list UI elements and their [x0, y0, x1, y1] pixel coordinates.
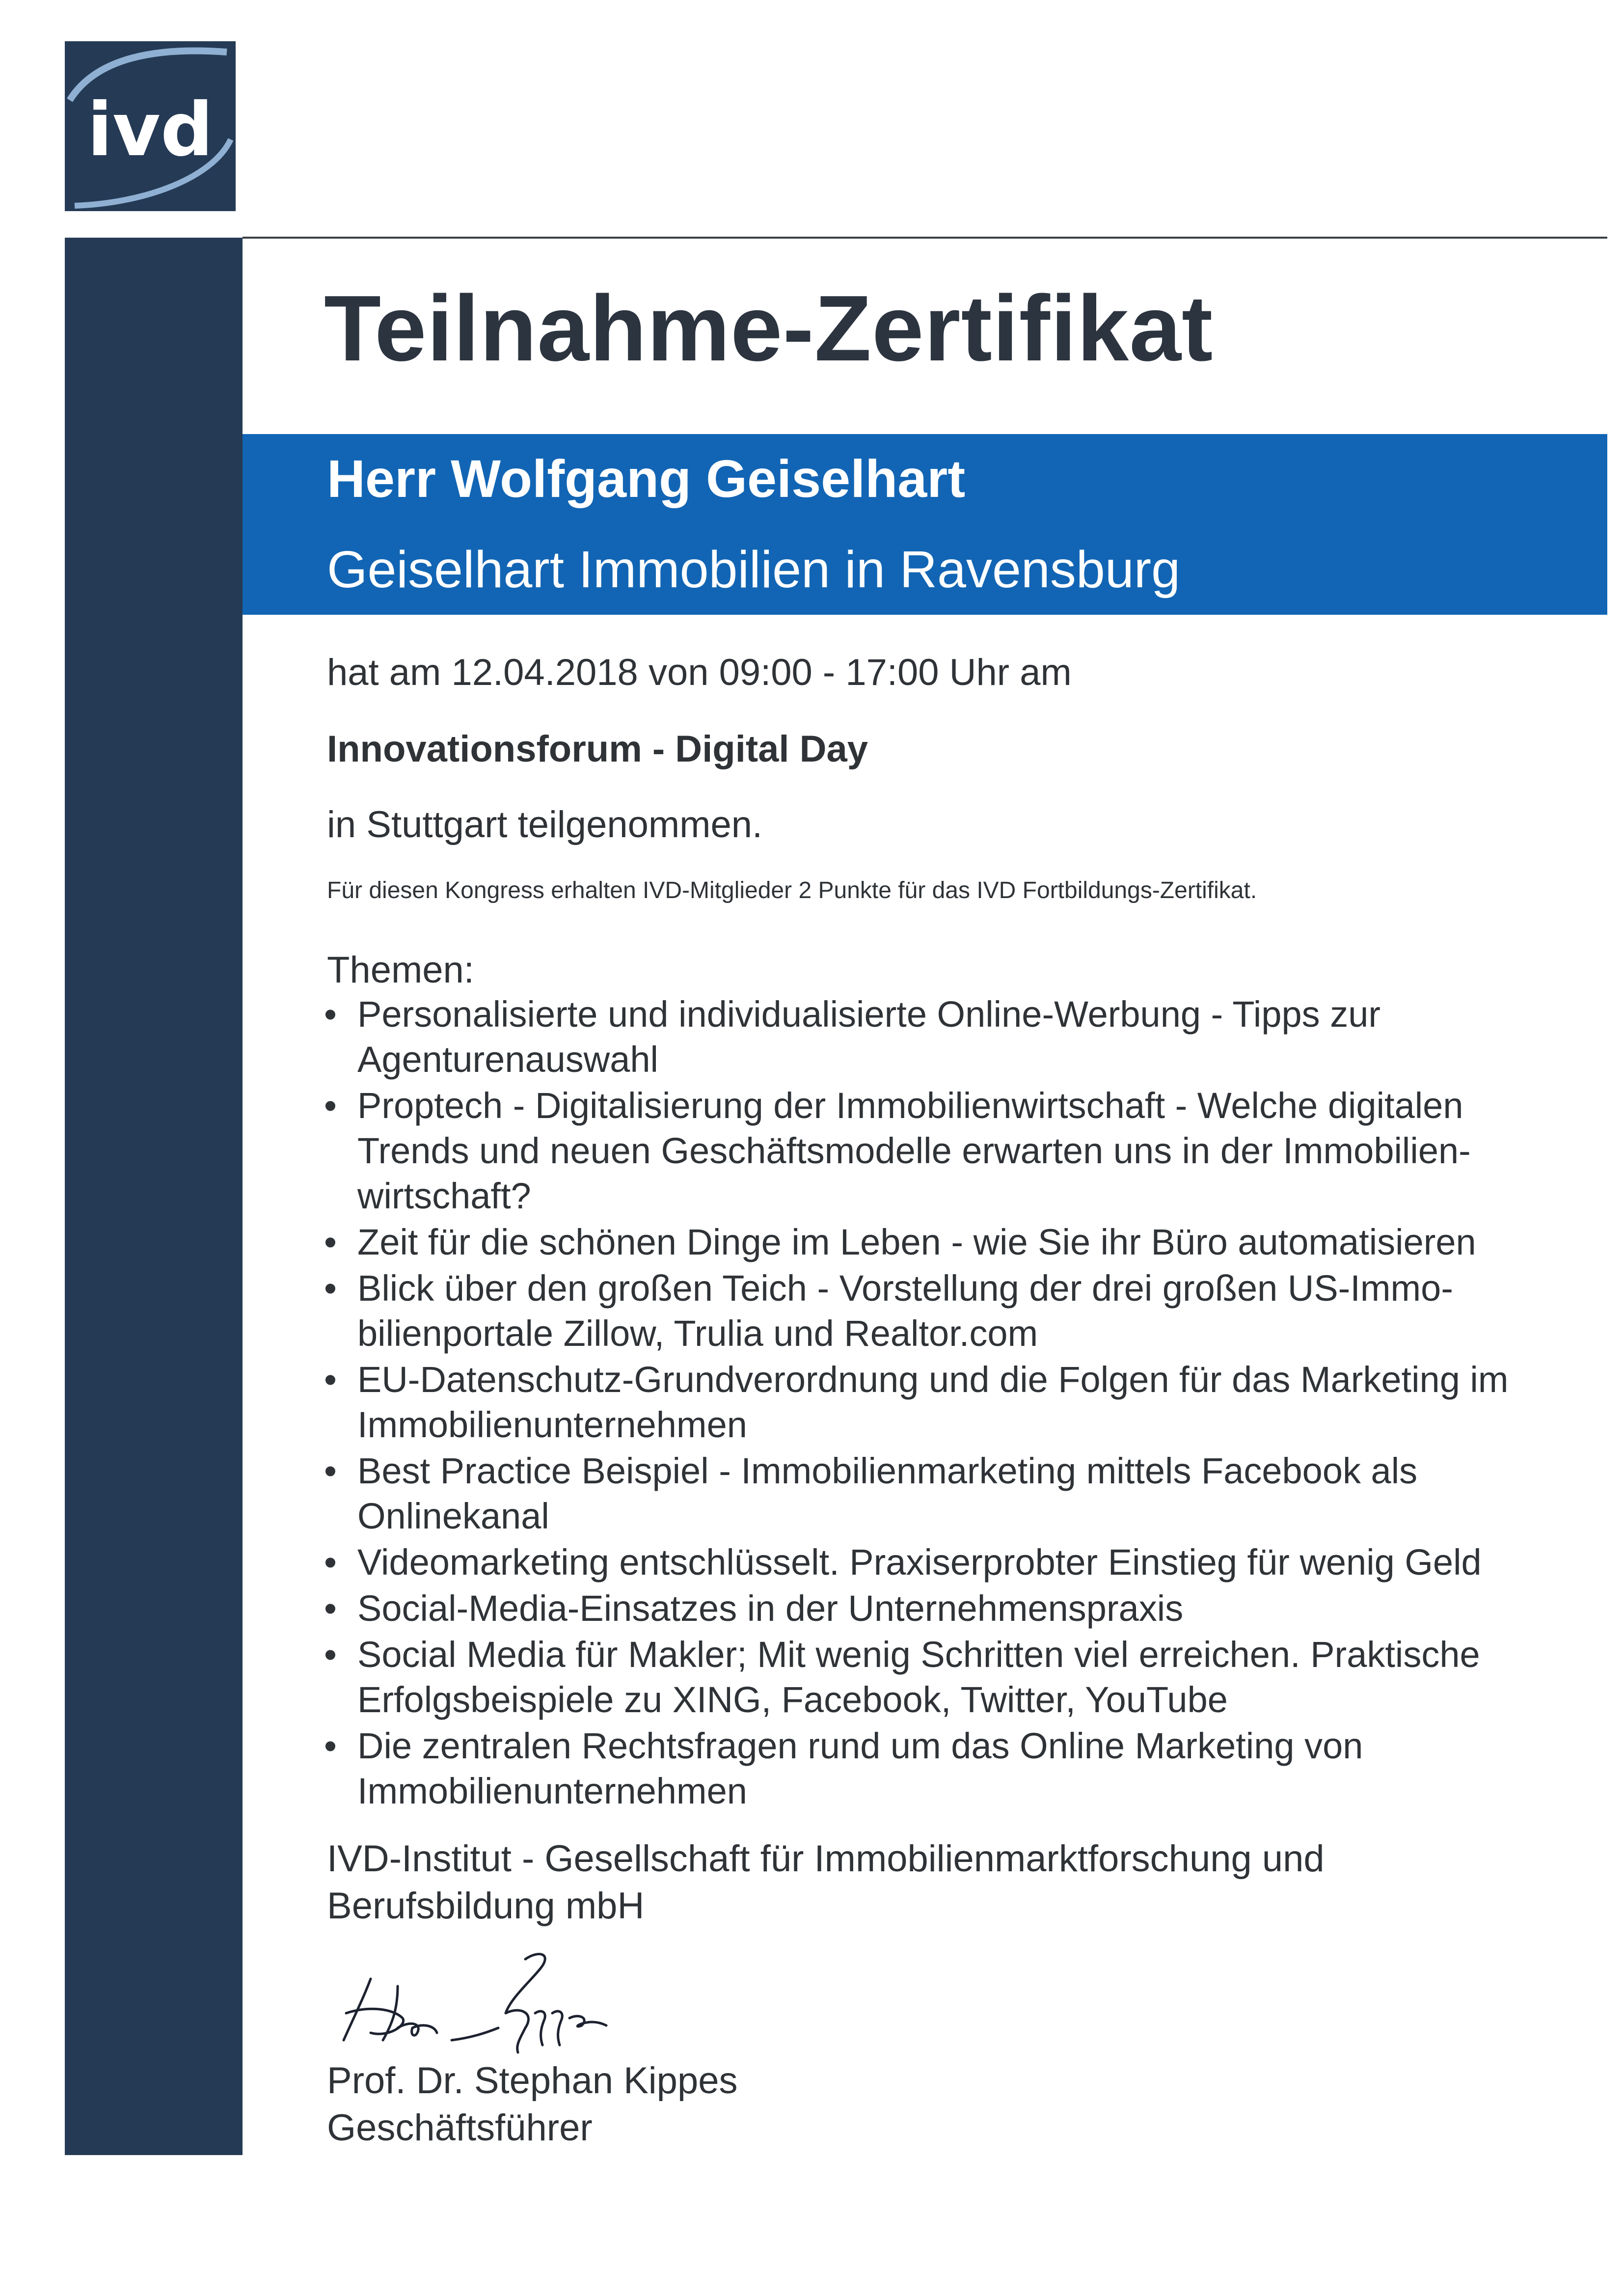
bullet-icon: •: [324, 1450, 337, 1491]
topic-line: Erfolgsbeispiele zu XING, Facebook, Twitter, YouTube: [357, 1679, 1228, 1720]
top-rule: [243, 237, 1607, 239]
bullet-icon: •: [324, 1222, 337, 1262]
bullet-icon: •: [324, 1634, 337, 1675]
institute-line-1: IVD-Institut - Gesellschaft für Immobilienmarktforschung und: [327, 1838, 1325, 1880]
topic-item: [324, 1266, 1600, 1356]
event-name: Innovationsforum - Digital Day: [327, 728, 868, 770]
points-note: Für diesen Kongress erhalten IVD-Mitglieder 2 Punkte für das IVD Fortbildungs-Zertifikat.: [327, 877, 1257, 903]
topic-item: [324, 1586, 1600, 1631]
participant-company: Geiselhart Immobilien in Ravensburg: [327, 541, 1181, 599]
topic-line: Social-Media-Einsatzes in der Unternehmenspraxis: [357, 1588, 1184, 1629]
topic-line: Onlinekanal: [357, 1496, 549, 1536]
signer-role: Geschäftsführer: [327, 2107, 593, 2149]
signer-name: Prof. Dr. Stephan Kippes: [327, 2060, 738, 2102]
logo-text: ivd: [87, 87, 214, 173]
themes-label: Themen:: [327, 949, 474, 991]
date-line: hat am 12.04.2018 von 09:00 - 17:00 Uhr am: [327, 652, 1072, 693]
topic-item: [324, 1540, 1600, 1585]
bullet-icon: •: [324, 994, 337, 1035]
certificate-title: Teilnahme-Zertifikat: [324, 276, 1214, 381]
signature-graphic: [324, 1940, 628, 2062]
place-line: in Stuttgart teilgenommen.: [327, 804, 763, 846]
topic-item: [324, 1632, 1600, 1722]
topic-item: [324, 1220, 1600, 1265]
topic-line: Best Practice Beispiel - Immobilienmarketing mittels Facebook als: [357, 1450, 1418, 1491]
topic-line: Blick über den großen Teich - Vorstellung der drei großen US-Immo-: [357, 1268, 1453, 1309]
topic-line: EU-Datenschutz-Grundverordnung und die Folgen für das Marketing im: [357, 1359, 1509, 1400]
bullet-icon: •: [324, 1725, 337, 1766]
ivd-logo-graphic: [65, 41, 236, 211]
side-band: [65, 238, 243, 2155]
topic-line: Immobilienunternehmen: [357, 1771, 747, 1811]
topic-item: [324, 992, 1600, 1082]
topic-line: Agenturenauswahl: [357, 1039, 658, 1080]
topic-item: [324, 1357, 1600, 1448]
topic-item: [324, 1723, 1600, 1814]
ivd-logo: [65, 41, 236, 211]
bullet-icon: •: [324, 1268, 337, 1309]
topic-line: Immobilienunternehmen: [357, 1404, 747, 1445]
bullet-icon: •: [324, 1085, 337, 1126]
bullet-icon: •: [324, 1359, 337, 1400]
participant-name: Herr Wolfgang Geiselhart: [327, 449, 966, 508]
institute-line-2: Berufsbildung mbH: [327, 1885, 645, 1927]
bullet-icon: •: [324, 1542, 337, 1583]
signature: [324, 1940, 628, 2062]
topic-line: Die zentralen Rechtsfragen rund um das Online Marketing von: [357, 1725, 1363, 1766]
topic-line: bilienportale Zillow, Trulia und Realtor.com: [357, 1313, 1038, 1354]
bullet-icon: •: [324, 1588, 337, 1629]
topic-line: wirtschaft?: [357, 1175, 531, 1216]
topic-item: [324, 1449, 1600, 1539]
topic-list: [324, 992, 1600, 1815]
topic-line: Proptech - Digitalisierung der Immobilienwirtschaft - Welche digitalen: [357, 1085, 1463, 1126]
topic-line: Social Media für Makler; Mit wenig Schritten viel erreichen. Praktische: [357, 1634, 1480, 1675]
topic-line: Personalisierte und individualisierte Online-Werbung - Tipps zur: [357, 994, 1380, 1035]
topic-item: [324, 1083, 1600, 1219]
topic-line: Videomarketing entschlüsselt. Praxiserprobter Einstieg für wenig Geld: [357, 1542, 1482, 1583]
topic-line: Trends und neuen Geschäftsmodelle erwarten uns in der Immobilien-: [357, 1130, 1471, 1171]
topic-line: Zeit für die schönen Dinge im Leben - wie Sie ihr Büro automatisieren: [357, 1222, 1476, 1262]
